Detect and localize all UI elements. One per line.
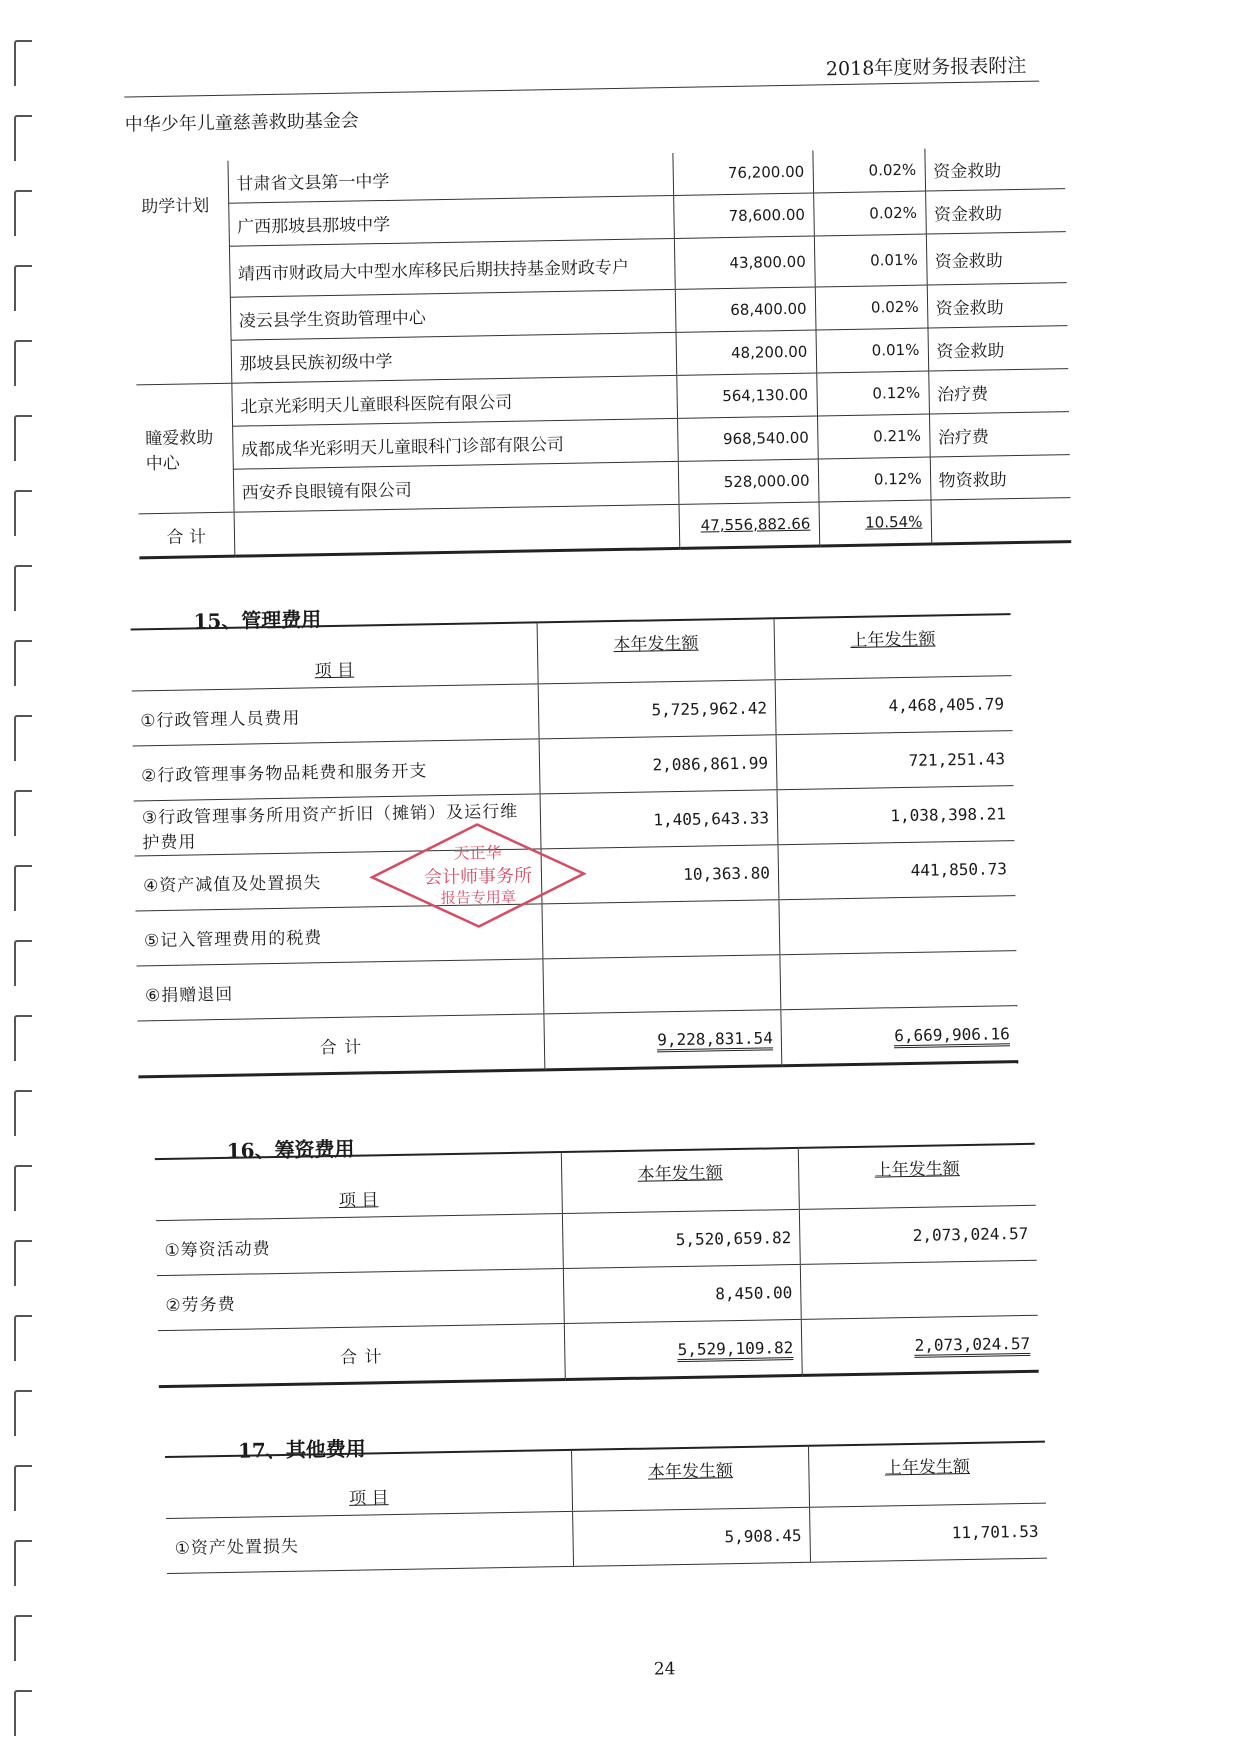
prior-value: 1,038,398.21	[777, 786, 1014, 845]
row-label: ③行政管理事务所用资产折旧（摊销）及运行维护费用	[134, 794, 541, 856]
row-label: ④资产减值及处置损失	[135, 849, 542, 911]
percent-value: 0.21%	[817, 414, 930, 459]
stamp-line-3: 报告专用章	[440, 887, 517, 908]
fundraising-expense-table	[155, 1143, 1039, 1388]
percent-value: 0.01%	[814, 234, 927, 287]
section-15-title: 15、管理费用	[193, 607, 322, 634]
other-expense-table	[165, 1441, 1047, 1574]
row-label: ①行政管理人员费用	[132, 684, 539, 746]
prior-value: 441,850.73	[778, 841, 1015, 900]
recipient-name: 广西那坡县那坡中学	[228, 195, 674, 246]
row-label: ①筹资活动费	[156, 1214, 563, 1276]
prior-value: 4,468,405.79	[775, 676, 1012, 735]
aid-type: 资金救助	[927, 283, 1068, 328]
current-value: 5,520,659.82	[562, 1209, 800, 1268]
row-label: ①资产处置损失	[166, 1511, 573, 1573]
row-label: ⑤记入管理费用的税费	[136, 904, 543, 966]
percent-value: 0.01%	[816, 328, 929, 373]
section-17-title: 17、其他费用	[237, 1436, 367, 1463]
percent-value: 0.02%	[813, 191, 926, 236]
aid-type: 治疗费	[928, 369, 1069, 414]
prior-value: 11,701.53	[810, 1503, 1047, 1562]
current-value: 10,363.80	[541, 845, 779, 904]
col-current-header: 本年发生额	[647, 1461, 734, 1483]
col-prior-header: 上年发生额	[850, 629, 936, 651]
total-percent: 10.54%	[865, 512, 923, 532]
aid-type: 资金救助	[924, 146, 1065, 191]
stamp-line-1: 天正华	[453, 843, 502, 863]
col-item-header: 项 目	[348, 1488, 389, 1509]
prior-value: 2,073,024.57	[799, 1205, 1036, 1264]
row-label: ⑥捐赠退回	[136, 959, 543, 1021]
col-item-header: 项 目	[314, 660, 355, 682]
prior-value	[800, 1260, 1037, 1319]
section-16-title: 16、筹资费用	[226, 1136, 355, 1163]
prior-value	[780, 951, 1017, 1010]
org-name: 中华少年儿童慈善救助基金会	[124, 110, 359, 136]
report-title: 2018年度财务报表附注	[825, 54, 1027, 81]
current-value: 8,450.00	[563, 1264, 801, 1323]
amount-value: 564,130.00	[676, 373, 817, 418]
col-item-header: 项 目	[338, 1190, 379, 1211]
row-label: ②劳务费	[157, 1269, 564, 1331]
recipient-name: 西安乔良眼镜有限公司	[233, 461, 679, 512]
total-current: 5,529,109.82	[678, 1338, 794, 1362]
total-prior: 6,669,906.16	[894, 1024, 1010, 1048]
page-number: 24	[653, 1659, 676, 1680]
amount-value: 76,200.00	[672, 151, 813, 196]
prior-value: 721,251.43	[776, 731, 1013, 790]
row-label: ②行政管理事务物品耗费和服务开支	[133, 739, 540, 801]
recipient-name: 那坡县民族初级中学	[231, 332, 677, 383]
amount-value: 968,540.00	[677, 416, 818, 461]
current-value: 1,405,643.33	[540, 790, 778, 849]
total-amount: 47,556,882.66	[700, 514, 811, 535]
col-current-header: 本年发生额	[637, 1163, 723, 1185]
aid-type: 资金救助	[926, 232, 1067, 285]
total-label: 合 计	[137, 1014, 544, 1077]
total-label: 合 计	[139, 512, 235, 558]
col-prior-header: 上年发生额	[874, 1159, 960, 1181]
percent-value: 0.12%	[818, 457, 931, 502]
amount-value: 68,400.00	[675, 287, 816, 332]
aid-type: 物资救助	[930, 455, 1071, 500]
stamp-line-2: 会计师事务所	[423, 865, 533, 889]
recipient-name: 北京光彩明天儿童眼科医院有限公司	[231, 375, 677, 426]
donation-detail-table	[132, 146, 1071, 559]
amount-value: 43,800.00	[674, 236, 815, 289]
current-value: 2,086,861.99	[539, 735, 777, 794]
percent-value: 0.02%	[815, 285, 928, 330]
aid-type: 治疗费	[929, 412, 1070, 457]
group-label: 瞳爱救助中心	[136, 383, 233, 514]
current-value	[543, 955, 781, 1014]
aid-type: 资金救助	[925, 189, 1066, 234]
percent-value: 0.12%	[816, 371, 929, 416]
col-prior-header: 上年发生额	[884, 1456, 971, 1479]
group-label: 助学计划	[141, 196, 210, 218]
percent-value: 0.02%	[812, 149, 925, 193]
current-value: 5,725,962.42	[538, 680, 776, 739]
recipient-name: 甘肃省文县第一中学	[227, 153, 673, 203]
total-prior: 2,073,024.57	[914, 1333, 1030, 1357]
current-value: 5,908.45	[573, 1507, 811, 1566]
col-current-header: 本年发生额	[613, 633, 699, 656]
amount-value: 528,000.00	[678, 459, 819, 504]
prior-value	[779, 896, 1016, 955]
auditor-stamp	[367, 819, 589, 933]
amount-value: 48,200.00	[676, 330, 817, 375]
recipient-name: 靖西市财政局大中型水库移民后期扶持基金财政专户	[229, 238, 675, 297]
header-rule	[124, 81, 1039, 98]
recipient-name: 成都成华光彩明天儿童眼科门诊部有限公司	[232, 418, 678, 469]
amount-value: 78,600.00	[673, 193, 814, 238]
total-label: 合 计	[158, 1324, 565, 1387]
recipient-name: 凌云县学生资助管理中心	[230, 289, 676, 340]
aid-type: 资金救助	[927, 326, 1068, 371]
total-current: 9,228,831.54	[657, 1028, 773, 1052]
